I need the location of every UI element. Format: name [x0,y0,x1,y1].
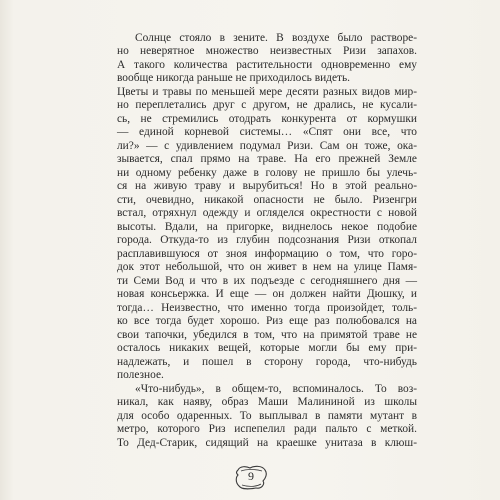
text-line: ти Семи Вод и что в их подъезде с сегодняшнего дня — [117,274,417,287]
text-line: надлежать, и пошел в сторону города, что-нибудь [117,355,417,368]
text-line: тогда… Неизвестно, что именно тогда произойдет, толь- [117,301,417,314]
text-line: зывается, спал прямо на траве. На его прежней Земле [117,153,417,166]
text-line: сти, очевидно, никакой опасности не было. Ризенгри [117,193,417,206]
text-line: никал, как наяву, образ Маши Малининой из школы [117,396,417,409]
text-line: док этот небольшой, что он живет в нем на улице Памя- [117,261,417,274]
text-line: ни одному ребенку даже в голову не пришло бы улечь- [117,166,417,179]
text-line: ся на живую траву и вырубиться! Но в этой реально- [117,180,417,193]
text-line: но переплетались друг с другом, не дрались, не кусали- [117,99,417,112]
text-line: ко все тогда будет хорошо. Риз еще раз полюбовался на [117,315,417,328]
text-line: Солнце стояло в зените. В воздухе было растворе- [135,32,417,44]
text-line: Цветы и травы по меньшей мере десяти разных видов мир- [117,85,417,98]
text-line: осталось никаких вещей, которые могли бы ему при- [117,342,417,355]
text-line: полезное. [117,369,164,382]
text-line: То Дед-Старик, сидящий на краешке унитаза в клюш- [117,436,417,449]
text-line: но неверятное множество неизвестных Ризи запахов. [117,45,417,58]
text-line: встал, отряхнул одежду и огляделся окрестности с новой [117,207,417,220]
text-line: — единой корневой системы… «Спят они все, что [117,126,417,139]
text-line: свои тапочки, убедился в том, что на примятой траве не [117,328,417,341]
text-line: А такого количества растительности одновременно ему [117,58,417,71]
text-line: «Что-нибудь», в общем-то, вспоминалось. То воз- [135,382,417,395]
text-line: для особо одаренных. То выплывал в памяти мутант в [117,409,417,422]
text-line: сь, не стремились отодрать конкурента от кормушки [117,112,417,125]
text-line: метро, которого Риз испепелил ради пальто с меткой. [117,423,417,436]
text-line: новая консьержка. И еще — он должен найти Дюшку, и [117,288,417,301]
text-line: расплавившуюся от зноя информацию о том, что горо- [117,247,417,260]
page-number: 9 [248,469,254,483]
text-line: вообще никогда раньше не приходилось видеть. [117,72,351,85]
text-line: высоты. Вдали, на пригорке, виднелось некое подобие [117,220,417,233]
text-line: города. Откуда-то из глубин подсознания Ризи откопал [117,234,417,247]
text-line: ли?» — с удивлением подумал Ризи. Сам он тоже, ока- [117,139,417,152]
page-number-ornament [232,462,270,492]
